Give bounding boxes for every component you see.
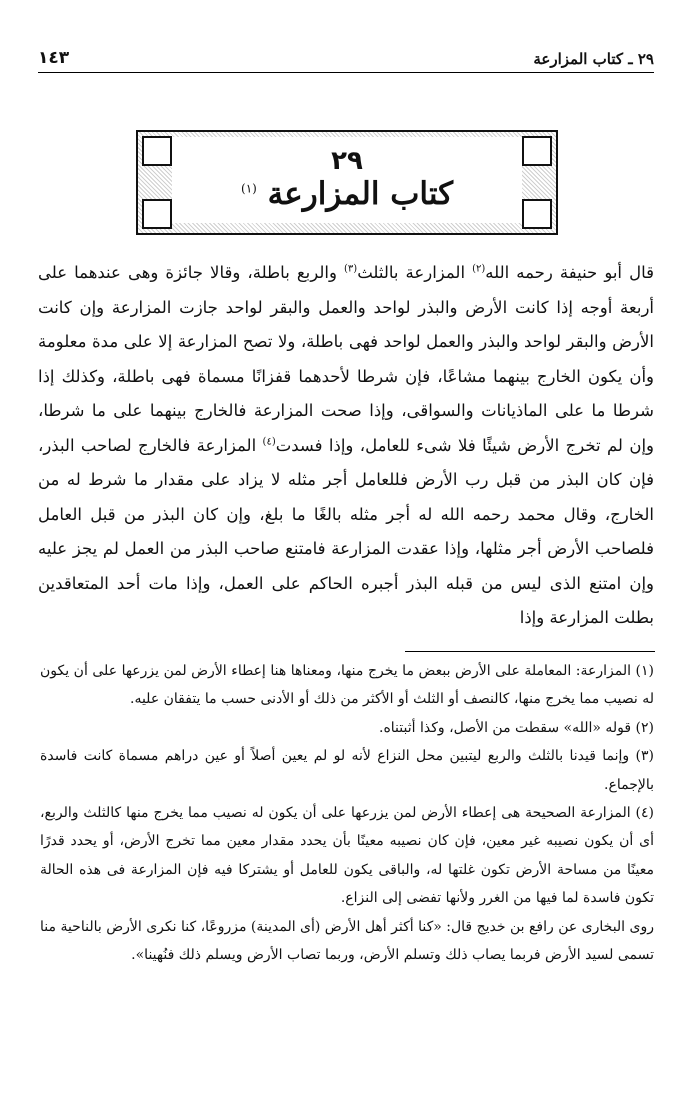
footnote: (١) المزارعة: المعاملة على الأرض ببعض ما يخرج منها، ومعناها هنا إعطاء الأرض لمن يزرعها على أن يكون له نصيب مما يخرج منها، كالنصف أو الثلث أو الأكثر من ذلك أو الأدنى حسب ما يتفقان عليه. <box>40 663 654 708</box>
footnote: (٢) قوله «الله» سقطت من الأصل، وكذا أثبتناه. <box>379 719 654 736</box>
chapter-title-panel <box>172 137 522 223</box>
running-head: ٢٩ ـ كتاب المزارعة <box>533 50 654 68</box>
footnotes <box>40 657 654 969</box>
footnote-mark: (٣) <box>344 263 358 275</box>
chapter-title-text: كتاب المزارعة <box>267 175 453 212</box>
chapter-number: ٢٩ <box>331 146 363 177</box>
ornament-corner <box>522 199 552 229</box>
text-run: قال أبو حنيفة رحمه الله <box>485 263 654 282</box>
text-run: المزارعة فالخارج لصاحب البذر، فإن كان البذر من قبل رب الأرض فللعامل أجر مثله لا يزاد على مقدار ما شرط له من الخارج، وقال محمد رحمه الله له أجر مثله بالغًا ما بلغ، وإن كان البذر من قبل العامل فلصاحب الأرض أجر مثلها، وإذا عقدت المزارعة فامتنع صاحب البذر من العمل لم يجز عليه وإن امتنع الذى ليس من قبله البذر أجبره الحاكم على العمل، وإذا مات أحد المتعاقدين بطلت المزارعة وإذا <box>38 435 654 627</box>
chapter-title <box>241 176 453 213</box>
main-text <box>38 256 654 636</box>
ornament-corner <box>142 199 172 229</box>
text-run: المزارعة بالثلث <box>357 263 473 282</box>
footnote: (٣) وإنما قيدنا بالثلث والربع ليتبين محل النزاع لأنه لو لم يعين أصلاً أو عين دراهم مسماة كانت فاسدة بالإجماع. <box>40 748 654 793</box>
chapter-title-ornament <box>136 130 558 235</box>
footnote: روى البخارى عن رافع بن خديج قال: «كنا أكثر أهل الأرض (أى المدينة) مزروعًا، كنا نكرى الأرض بالناحية منا تسمى لسيد الأرض فربما يصاب ذلك وتسلم الأرض، وربما تصاب الأرض ويسلم ذلك فنُهينا». <box>40 918 654 964</box>
footnote-mark: (١) <box>241 181 257 196</box>
footnote: (٤) المزارعة الصحيحة هى إعطاء الأرض لمن يزرعها على أن يكون له نصيب مما يخرج منها كالثلث والربع، أى أن يكون نصيبه غير معين، فإن كان نصيبه معينًا بأن يحدد مقدار معين مما تخرج الأرض، أو يحدد قدرًا معينًا من مساحة الأرض تكون غلتها له، والباقى يكون للعامل أو يشتركا فيه فإن المزارعة فى هذه الحالة تكون فاسدة لما فيها من الغرر ولأنها تفضى إلى النزاع. <box>40 805 654 907</box>
footnote-mark: (٤) <box>262 436 276 447</box>
page-number: ١٤٣ <box>38 48 70 68</box>
footnote-mark: (٢) <box>472 263 486 275</box>
text-run: والربع باطلة، وقالا جائزة وهى عندهما على أربعة أوجه إذا كانت الأرض والبذر لواحد والعمل والبقر لواحد جازت المزارعة وإن كانت الأرض والبقر لواحد والبذر والعمل لواحد فهى باطلة، ولا تصح المزارعة إلا على مدة معلومة وأن يكون الخارج بينهما مشاعًا، فإن شرطا لأحدهما قفزانًا مسماة فهى باطلة، وكذلك إذا شرطا ما على الماذيانات والسواقى، وإذا صحت المزارعة فالخارج بينهما على ما شرطا، وإن لم تخرج الأرض شيئًا فلا شىء للعامل، وإذا فسدت <box>38 263 654 455</box>
footnote-divider <box>405 651 655 652</box>
body-paragraph <box>38 256 654 636</box>
ornament-corner <box>522 136 552 166</box>
page-header <box>38 40 654 73</box>
ornament-corner <box>142 136 172 166</box>
